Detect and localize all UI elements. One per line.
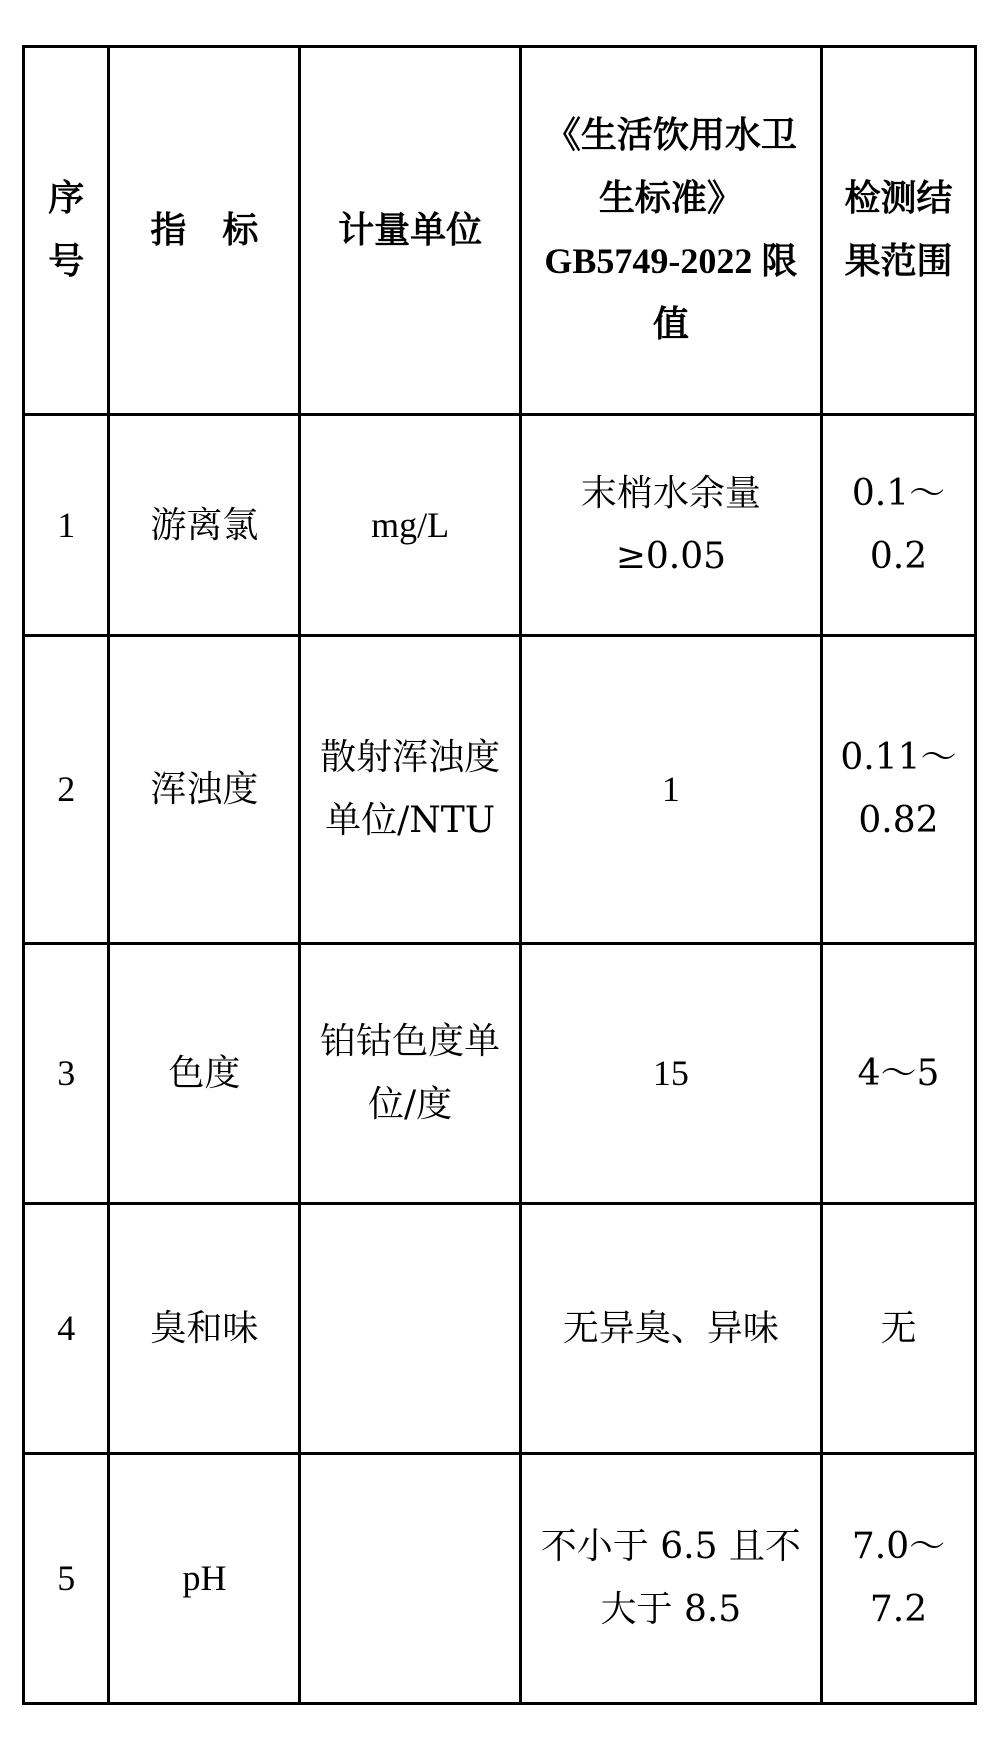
- cell-indicator: 游离氯: [109, 414, 300, 635]
- cell-indicator: pH: [109, 1453, 300, 1703]
- cell-unit: 散射浑浊度单位/NTU: [300, 636, 520, 943]
- cell-result: 0.11～0.82: [821, 636, 975, 943]
- cell-result: 4～5: [821, 943, 975, 1204]
- cell-result: 0.1～0.2: [821, 414, 975, 635]
- cell-indicator: 色度: [109, 943, 300, 1204]
- cell-limit: 无异臭、异味: [520, 1204, 821, 1453]
- table-row: [24, 943, 976, 1204]
- header-standard: [520, 47, 821, 415]
- header-unit-text: 计量单位: [338, 208, 483, 251]
- header-indicator-text: 指 标: [150, 208, 259, 251]
- cell-seq: 3: [24, 943, 109, 1204]
- cell-limit: 末梢水余量≥0.05: [520, 414, 821, 635]
- table-row: [24, 414, 976, 635]
- cell-seq: 2: [24, 636, 109, 943]
- cell-limit: 1: [520, 636, 821, 943]
- header-result: [821, 47, 975, 415]
- cell-indicator: 臭和味: [109, 1204, 300, 1453]
- table-row: [24, 1204, 976, 1453]
- cell-unit: [300, 1204, 520, 1453]
- header-unit: [300, 47, 520, 415]
- cell-seq: 4: [24, 1204, 109, 1453]
- cell-limit: 不小于 6.5 且不大于 8.5: [520, 1453, 821, 1703]
- header-seq: [24, 47, 109, 415]
- header-result-text: 检测结果范围: [844, 177, 953, 283]
- header-seq-text: 序 号: [48, 177, 85, 283]
- header-row: [24, 47, 976, 415]
- water-quality-table: [22, 45, 977, 1705]
- header-standard-title: 《生活饮用水卫生标准》: [544, 114, 797, 220]
- cell-result: 7.0～7.2: [821, 1453, 975, 1703]
- cell-result: 无: [821, 1204, 975, 1453]
- cell-limit: 15: [520, 943, 821, 1204]
- cell-seq: 1: [24, 414, 109, 635]
- cell-unit: mg/L: [300, 414, 520, 635]
- table-row: [24, 636, 976, 943]
- header-indicator: [109, 47, 300, 415]
- cell-seq: 5: [24, 1453, 109, 1703]
- header-standard-code: GB5749-2022 限值: [544, 241, 798, 345]
- cell-indicator: 浑浊度: [109, 636, 300, 943]
- cell-unit: 铂钴色度单位/度: [300, 943, 520, 1204]
- cell-unit: [300, 1453, 520, 1703]
- table-row: [24, 1453, 976, 1703]
